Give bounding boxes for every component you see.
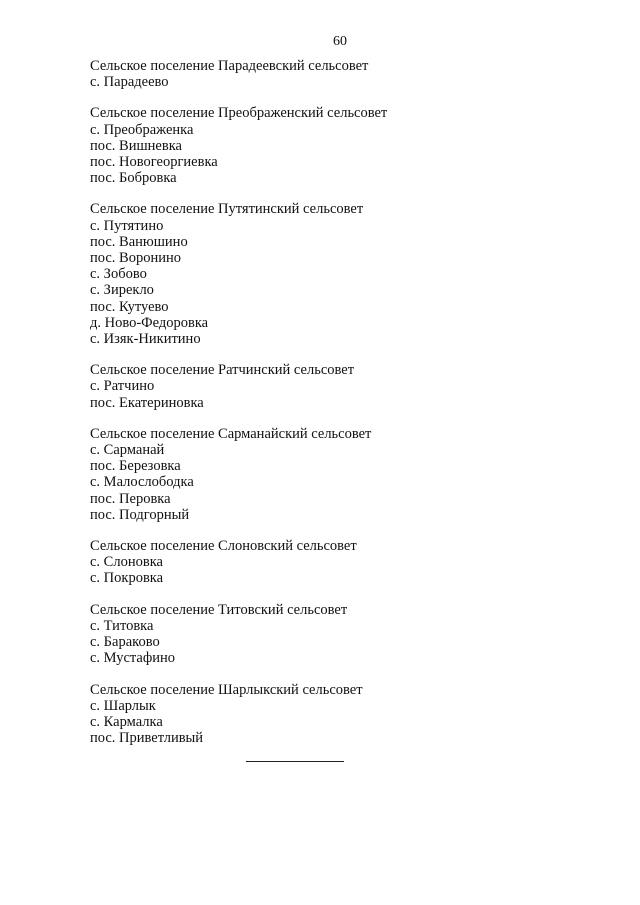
settlement-item: с. Ратчино <box>90 378 155 395</box>
settlement-item: пос. Воронино <box>90 250 182 267</box>
settlement-item: с. Мустафино <box>90 650 176 667</box>
section-heading: Сельское поселение Титовский сельсовет <box>90 601 348 618</box>
section-putyatinsky <box>90 201 590 347</box>
settlement-item: с. Бараково <box>90 634 160 651</box>
settlement-item: с. Покровка <box>90 570 164 587</box>
settlement-list <box>90 58 590 761</box>
settlement-item: с. Путятино <box>90 217 164 234</box>
settlement-item: с. Титовка <box>90 617 154 634</box>
settlement-item: с. Зирекло <box>90 282 154 299</box>
settlement-item: пос. Кутуево <box>90 298 169 315</box>
settlement-item: с. Изяк-Никитино <box>90 331 201 348</box>
section-heading: Сельское поселение Путятинский сельсовет <box>90 201 364 218</box>
section-sarmanaysky <box>90 426 590 523</box>
section-ratchinsky <box>90 362 590 411</box>
settlement-item: пос. Перовка <box>90 490 171 507</box>
settlement-item: пос. Ванюшино <box>90 233 188 250</box>
section-heading: Сельское поселение Шарлыкский сельсовет <box>90 681 363 698</box>
settlement-item: с. Шарлык <box>90 697 156 714</box>
settlement-item: д. Ново-Федоровка <box>90 314 209 331</box>
settlement-item: пос. Вишневка <box>90 137 182 154</box>
settlement-item: с. Зобово <box>90 266 147 283</box>
settlement-item: с. Слоновка <box>90 554 163 571</box>
section-heading: Сельское поселение Слоновский сельсовет <box>90 538 357 555</box>
settlement-item: пос. Приветливый <box>90 730 204 747</box>
settlement-item: с. Кармалка <box>90 713 163 730</box>
settlement-item: пос. Бобровка <box>90 170 177 187</box>
settlement-item: с. Малослободка <box>90 474 194 491</box>
settlement-item: с. Парадеево <box>90 74 169 91</box>
section-preobrazhensky <box>90 105 590 186</box>
page-number: 60 <box>333 34 347 49</box>
section-heading: Сельское поселение Сарманайский сельсовет <box>90 425 372 442</box>
settlement-item: с. Сарманай <box>90 442 165 459</box>
section-heading: Сельское поселение Ратчинский сельсовет <box>90 362 355 379</box>
settlement-item: пос. Березовка <box>90 458 181 475</box>
settlement-item: с. Преображенка <box>90 121 194 138</box>
settlement-item: пос. Екатериновка <box>90 394 204 411</box>
section-heading: Сельское поселение Преображенский сельсовет <box>90 105 388 122</box>
end-divider-line <box>246 761 344 762</box>
section-heading: Сельское поселение Парадеевский сельсовет <box>90 58 369 74</box>
section-titovsky <box>90 602 590 667</box>
settlement-item: пос. Новогеоргиевка <box>90 154 218 171</box>
section-slonovsky <box>90 538 590 587</box>
section-sharlyksky <box>90 682 590 747</box>
section-paradeevsky <box>90 58 590 90</box>
settlement-item: пос. Подгорный <box>90 506 190 523</box>
